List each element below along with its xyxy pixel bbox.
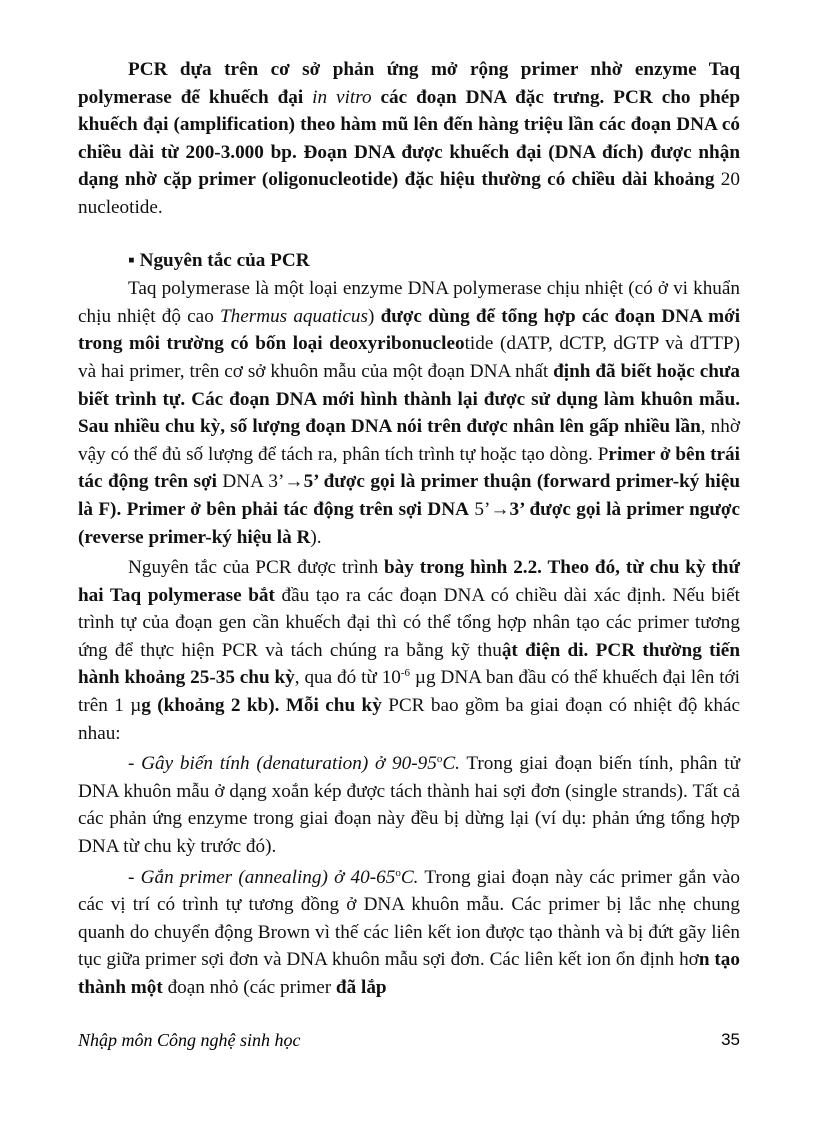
text-run: 5’	[468, 498, 491, 520]
text-run: ).	[310, 526, 322, 548]
text-run: bày trong hình 2.2. Theo đó, từ chu kỳ thứ hai Taq polymerase bắt	[78, 557, 740, 606]
text-run: DNA 3’	[216, 471, 285, 493]
text-run: , nhờ vậy có thể đủ số lượng để tách ra, phân tích trình tự hoặc tạo dòng. P	[78, 416, 740, 465]
text-run: được dùng để tổng hợp các đoạn DNA mới trong môi trường có bốn loại deoxyribonucleo	[78, 305, 741, 355]
superscript: o	[395, 866, 401, 879]
text-run: g (khoảng 2 kb). Mỗi chu kỳ	[141, 695, 382, 717]
text-run: Taq polymerase là một loại enzyme DNA polymerase chịu nhiệt (có ở vi khuẩn chịu nhiệt độ cao	[78, 278, 740, 327]
text-run: tide (dATP, dCTP, dGTP và dTTP) và hai primer, trên cơ sở khuôn mẫu của một đoạn DNA nhất	[78, 333, 740, 382]
text-run: đoạn nhỏ (các primer	[162, 977, 336, 998]
paragraph-denaturation	[78, 750, 740, 860]
page-number: 35	[721, 1030, 740, 1049]
text-run: Trong giai đoạn biến tính, phân tử DNA khuôn mẫu ở dạng xoắn kép được tách thành hai sợi đơn (single strands). Tất cả các phản ứng enzyme trong giai đoạn này đều bị dừng lại (ví dụ: phản ứng tổng hợp DNA từ chu kỳ trước đó).	[78, 753, 740, 858]
text-run: rimer ở bên trái tác động trên sợi	[78, 443, 740, 493]
paragraph-pcr-intro	[78, 56, 740, 222]
text-run: , qua đó từ 10	[294, 667, 401, 689]
paragraph-annealing	[78, 864, 740, 1002]
footer-title: Nhập môn Công nghệ sinh học	[78, 1030, 301, 1050]
page-body	[78, 56, 740, 1002]
superscript: -6	[400, 667, 411, 680]
superscript: o	[436, 753, 443, 766]
text-run: 20 nucleotide.	[78, 169, 740, 218]
text-run: các đoạn DNA đặc trưng. PCR cho phép khuếch đại (amplification) theo hàm mũ lên đến hàng triệu lần các đoạn DNA có chiều dài từ 200-3.000 bp. Đoạn DNA được khuếch đại (DNA đích) được nhận dạng nhờ cặp primer (oligonucleotide) đặc hiệu thường có chiều dài khoảng	[78, 86, 740, 191]
text-run: định đã biết hoặc chưa biết trình tự. Các đoạn DNA mới hình thành lại được sử dụng làm khuôn mẫu. Sau nhiều chu kỳ, số lượng đoạn DNA nói trên được nhân lên gấp nhiều lần	[78, 360, 740, 438]
text-run: in vitro	[312, 86, 372, 108]
text-run: đầu tạo ra các đoạn DNA có chiều dài xác định. Nếu biết trình tự của đoạn gen cần khuếch đại thì có thể tổng hợp nhân tạo các primer tương ứng để thực hiện PCR và tách chúng ra bằng kỹ thu	[78, 584, 740, 661]
text-run: - Gắn primer (annealing) ở 40-65	[128, 866, 396, 888]
text-run: Trong giai đoạn này các primer gắn vào các vị trí có trình tự tương đồng ở DNA khuôn mẫu. Các primer bị lắc nhẹ chung quanh do chuyển động Brown vì thế các liên kết ion được tạo thành và bị đứt gãy liên tục giữa primer sợi đơn và DNA khuôn mẫu sợi đơn. Các liên kết ion ổn định hơ	[78, 866, 740, 971]
text-run: )	[367, 305, 381, 327]
text-run: ật điện di. PCR thường tiến hành khoảng 25-35 chu kỳ	[78, 639, 740, 689]
paragraph-pcr-principle	[78, 554, 740, 747]
text-run: C.	[442, 753, 460, 775]
text-run: PCR bao gồm ba giai đoạn có nhiệt độ khác nhau:	[78, 695, 740, 744]
section-heading: ▪ Nguyên tắc của PCR	[128, 249, 310, 271]
text-run: Thermus aquaticus	[219, 305, 368, 327]
paragraph-taq-polymerase	[78, 275, 740, 551]
text-run: →3’ được gọi là primer ngược (reverse primer-ký hiệu là R	[78, 498, 740, 548]
text-run: →5’ được gọi là primer thuận (forward primer-ký hiệu là F). Primer ở bên phải tác động trên sợi DNA	[78, 471, 741, 520]
text-run: µg DNA ban đầu có thể khuếch đại lên tới trên 1 µ	[78, 667, 741, 717]
text-run: C.	[400, 866, 419, 888]
text-run: Nguyên tắc của PCR được trình	[128, 557, 385, 579]
text-run: PCR dựa trên cơ sở phản ứng mở rộng primer nhờ enzyme Taq polymerase để khuếch đại	[78, 59, 740, 108]
page-footer	[78, 1030, 740, 1051]
text-run: n tạo thành một	[78, 949, 740, 998]
text-run: đã lắp	[335, 977, 387, 998]
text-run: - Gây biến tính (denaturation) ở 90-95	[128, 753, 437, 775]
